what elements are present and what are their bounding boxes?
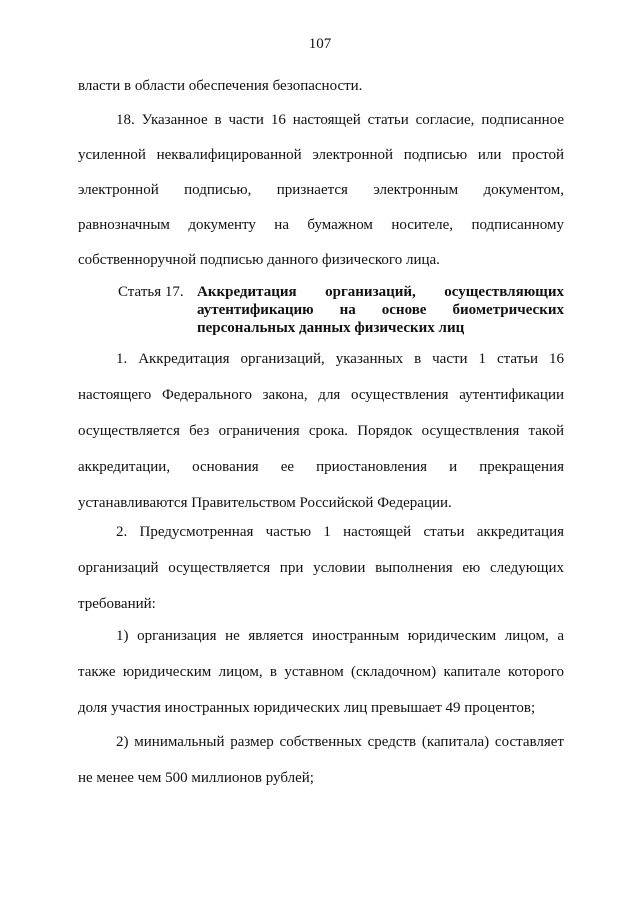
text-line: аккредитации, основания ее приостановления и прекращения	[78, 459, 564, 475]
text-line: усиленной неквалифицированной электронной подписью или простой	[78, 147, 564, 163]
list-item-1	[78, 626, 564, 718]
text-line: настоящего Федерального закона, для осуществления аутентификации	[78, 387, 564, 403]
paragraph-1	[78, 349, 564, 513]
text-line: организаций осуществляется при условии выполнения ею следующих	[78, 560, 564, 576]
text-line: также юридическим лицом, в уставном (складочном) капитале которого	[78, 664, 564, 680]
article-label: Статья 17.	[118, 284, 184, 300]
article-title-line: персональных данных физических лиц	[197, 320, 465, 336]
text-line: 2. Предусмотренная частью 1 настоящей статьи аккредитация	[116, 524, 564, 540]
text-line: 1) организация не является иностранным юридическим лицом, а	[116, 628, 564, 644]
text-line: власти в области обеспечения безопасности.	[78, 78, 363, 94]
article-title-line: Аккредитация организаций, осуществляющих	[197, 284, 564, 300]
text-line: доля участия иностранных юридических лиц превышает 49 процентов;	[78, 700, 536, 716]
paragraph-2	[78, 522, 564, 614]
text-line: 2) минимальный размер собственных средств (капитала) составляет	[116, 734, 564, 750]
page-number: 107	[308, 36, 332, 52]
text-line: равнозначным документу на бумажном носителе, подписанному	[78, 217, 564, 233]
text-line: электронной подписью, признается электронным документом,	[78, 182, 564, 198]
text-line: 18. Указанное в части 16 настоящей статьи согласие, подписанное	[116, 112, 564, 128]
text-line: 1. Аккредитация организаций, указанных в части 1 статьи 16	[116, 351, 564, 367]
text-line: устанавливаются Правительством Российской Федерации.	[78, 495, 452, 511]
article-title	[197, 283, 564, 337]
text-line: осуществляется без ограничения срока. Порядок осуществления такой	[78, 423, 564, 439]
paragraph-continuation	[78, 76, 564, 96]
text-line: не менее чем 500 миллионов рублей;	[78, 770, 314, 786]
text-line: собственноручной подписью данного физического лица.	[78, 252, 440, 268]
list-item-2	[78, 732, 564, 788]
text-line: требований:	[78, 596, 156, 612]
article-title-line: аутентификацию на основе биометрических	[197, 302, 564, 318]
paragraph-18	[78, 110, 564, 270]
